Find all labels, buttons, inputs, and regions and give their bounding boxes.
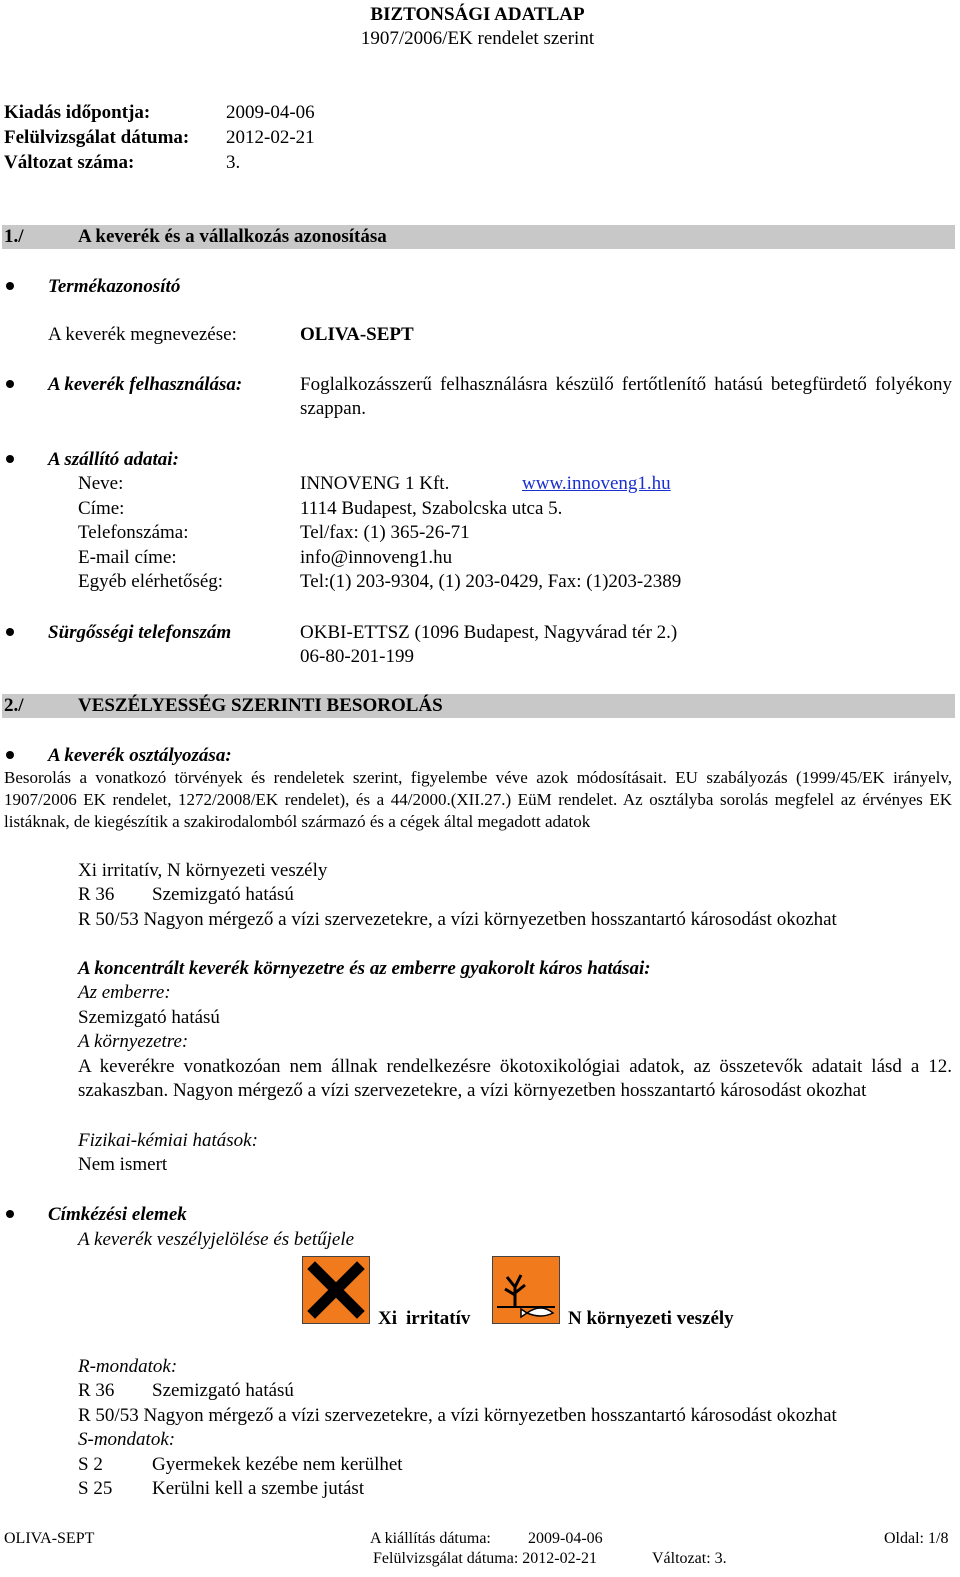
supplier-other-value: Tel:(1) 203-9304, (1) 203-0429, Fax: (1)203-2389 [300,571,682,592]
bullet [6,380,14,388]
xi-pictogram [302,1256,370,1324]
s-phrases-label: S-mondatok: [78,1429,176,1450]
supplier-name-label: Neve: [78,473,124,494]
r36-text-2: Szemizgató hatású [152,1380,294,1401]
mixture-name-value: OLIVA-SEPT [300,324,414,345]
supplier-heading: A szállító adatai: [48,449,179,470]
human-effects-label: Az emberre: [78,982,171,1003]
footer-product: OLIVA-SEPT [4,1530,95,1547]
mixture-use-text: Foglalkozásszerű felhasználásra készülő fertőtlenítő hatású betegfürdető folyékony szappan. [300,374,952,419]
bullet [6,751,14,759]
effects-heading: A koncentrált keverék környezetre és az emberre gyakorolt káros hatásai: [78,958,651,979]
supplier-phone-label: Telefonszáma: [78,522,189,543]
issue-date-label: Kiadás időpontja: [4,102,151,123]
section-1-title: A keverék és a vállalkozás azonosítása [78,226,387,247]
supplier-name-value: INNOVENG 1 Kft. [300,473,450,494]
section-1-number: 1./ [4,226,24,247]
supplier-email-value: info@innoveng1.hu [300,547,453,568]
footer-issue-value: 2009-04-06 [528,1530,603,1547]
r5053-line: R 50/53 Nagyon mérgező a vízi szervezetekre, a vízi környezetben hosszantartó károsodást okozhat [78,909,837,930]
supplier-website-link[interactable]: www.innoveng1.hu [522,473,671,494]
version-label: Változat száma: [4,152,135,173]
labelling-subheading: A keverék veszélyjelölése és betűjele [78,1229,355,1250]
xi-code: Xi [378,1308,397,1329]
hazard-line: Xi irritatív, N környezeti veszély [78,860,328,881]
physchem-text: Nem ismert [78,1154,168,1175]
version-value: 3. [226,152,241,173]
product-identifier-heading: Termékazonosító [48,276,181,297]
r36-code: R 36 [78,884,115,905]
s2-code: S 2 [78,1454,103,1475]
issue-date-value: 2009-04-06 [226,102,315,123]
review-date-value: 2012-02-21 [226,127,315,148]
supplier-email-label: E-mail címe: [78,547,177,568]
dead-tree-fish-icon [493,1257,559,1323]
bullet [6,282,14,290]
supplier-other-label: Egyéb elérhetőség: [78,571,224,592]
r36-text: Szemizgató hatású [152,884,294,905]
human-effects-text: Szemizgató hatású [78,1007,220,1028]
document-title: BIZTONSÁGI ADATLAP [370,4,585,25]
environment-effects-label: A környezetre: [78,1031,189,1052]
footer-page: Oldal: 1/8 [884,1530,949,1547]
r-phrases-label: R-mondatok: [78,1356,178,1377]
x-cross-icon [303,1257,369,1323]
bullet [6,1210,14,1218]
s25-code: S 25 [78,1478,113,1499]
r5053-line-2: R 50/53 Nagyon mérgező a vízi szervezetekre, a vízi környezetben hosszantartó károsodást okozhat [78,1405,837,1426]
r36-code-2: R 36 [78,1380,115,1401]
emergency-phone-line2: 06-80-201-199 [300,646,414,667]
emergency-phone-line1: OKBI-ETTSZ (1096 Budapest, Nagyvárad tér 2.) [300,622,678,643]
classification-heading: A keverék osztályozása: [48,745,232,766]
section-2-number: 2./ [4,695,24,716]
s2-text: Gyermekek kezébe nem kerülhet [152,1454,403,1475]
footer-issue-label: A kiállítás dátuma: [370,1530,491,1547]
review-date-label: Felülvizsgálat dátuma: [4,127,190,148]
mixture-use-label: A keverék felhasználása: [48,374,243,395]
supplier-address-value: 1114 Budapest, Szabolcska utca 5. [300,498,563,519]
s25-text: Kerülni kell a szembe jutást [152,1478,365,1499]
footer-version: Változat: 3. [652,1550,727,1567]
supplier-phone-value: Tel/fax: (1) 365-26-71 [300,522,470,543]
environment-pictogram [492,1256,560,1324]
document-subtitle: 1907/2006/EK rendelet szerint [360,28,595,49]
labelling-heading: Címkézési elemek [48,1204,187,1225]
environment-effects-text: A keverékre vonatkozóan nem állnak rendelkezésre ökotoxikológiai adatok, az összetevők adatait lásd a 12. szakaszban. Nagyon mérgező a vízi szervezetekre, a vízi környezetben hosszantartó károsodást okozhat [78,1056,952,1101]
supplier-address-label: Címe: [78,498,125,519]
emergency-phone-label: Sürgősségi telefonszám [48,622,232,643]
env-hazard-text: N környezeti veszély [568,1308,734,1329]
mixture-name-label: A keverék megnevezése: [48,324,237,345]
xi-text: irritatív [406,1308,471,1329]
bullet [6,455,14,463]
bullet [6,628,14,636]
footer-review: Felülvizsgálat dátuma: 2012-02-21 [373,1550,597,1567]
physchem-label: Fizikai-kémiai hatások: [78,1130,258,1151]
section-2-title: VESZÉLYESSÉG SZERINTI BESOROLÁS [78,695,443,716]
classification-text: Besorolás a vonatkozó törvények és rendeletek szerint, figyelembe véve azok módosításait. EU szabályozás (1999/45/EK irányelv, 1907/2006 EK rendelet, 1272/2008/EK rendelet), és a 44/2000.(XII.27.) EüM rendelet. Az osztályba sorolás megfelel az érvényes EK listáknak, de kiegészítik a szakirodalomból származó és a cégek által megadott adatok [4,768,952,831]
